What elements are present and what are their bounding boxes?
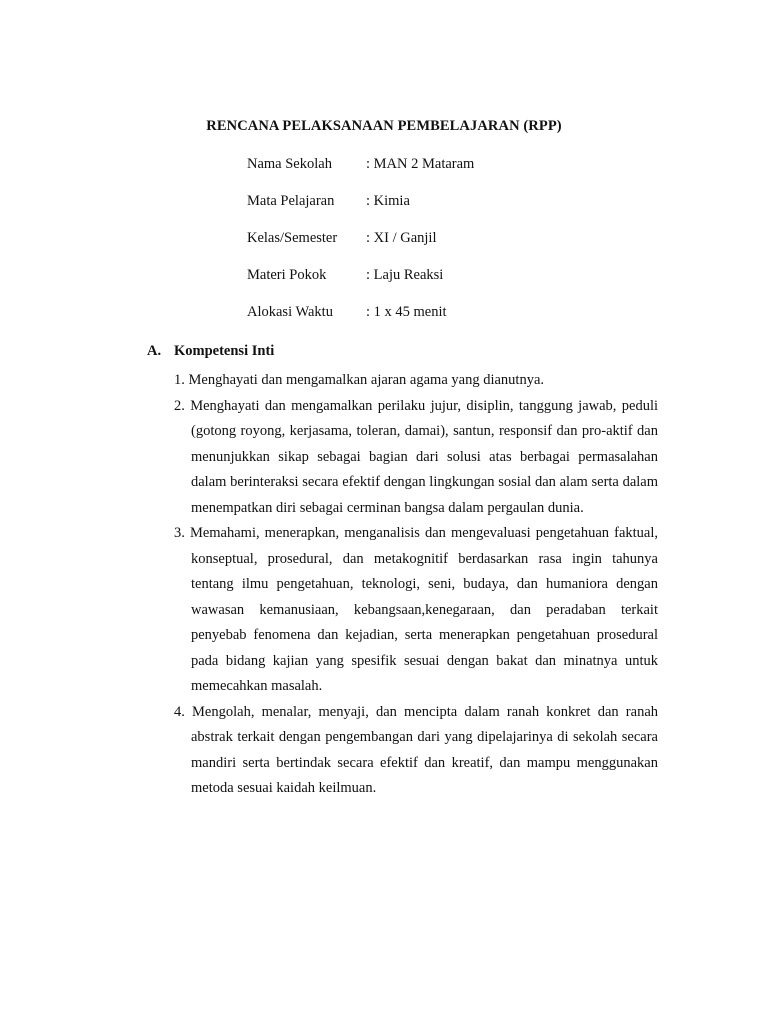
section-title: Kompetensi Inti: [174, 343, 275, 359]
identity-label: Mata Pelajaran: [247, 193, 335, 209]
identity-value: : 1 x 45 menit: [366, 304, 447, 320]
identity-label: Materi Pokok: [247, 267, 327, 283]
list-item: 4. Mengolah, menalar, menyaji, dan mencipta dalam ranah konkret dan ranah abstrak terkait dengan pengembangan dari yang dipelajarinya di sekolah secara mandiri serta bertindak secara efektif dan kreatif, dan mampu menggunakan metoda sesuai kaidah keilmuan.: [174, 703, 658, 796]
section-letter: A.: [147, 343, 162, 359]
identity-value: : MAN 2 Mataram: [366, 156, 475, 172]
identity-label: Kelas/Semester: [247, 230, 338, 246]
identity-label: Alokasi Waktu: [247, 304, 333, 320]
identity-label: Nama Sekolah: [247, 156, 332, 172]
identity-value: : Kimia: [366, 193, 410, 209]
document-title: RENCANA PELAKSANAAN PEMBELAJARAN (RPP): [206, 118, 562, 134]
identity-value: : Laju Reaksi: [366, 267, 444, 283]
section-heading-kompetensi-inti: [147, 343, 274, 360]
list-item: 3. Memahami, menerapkan, menganalisis dan mengevaluasi pengetahuan faktual, konseptual, prosedural, dan metakognitif berdasarkan rasa ingin tahunya tentang ilmu pengetahuan, teknologi, seni, budaya, dan humaniora dengan wawasan kemanusiaan, kebangsaan,kenegaraan, dan peradaban terkait penyebab fenomena dan kejadian, serta menerapkan pengetahuan prosedural pada bidang kajian yang spesifik sesuai dengan bakat dan minatnya untuk memecahkan masalah.: [174, 525, 658, 694]
identity-value: : XI / Ganjil: [366, 230, 437, 246]
list-item: 1. Menghayati dan mengamalkan ajaran agama yang dianutnya.: [174, 372, 545, 388]
kompetensi-inti-list: [174, 368, 658, 802]
list-item: 2. Menghayati dan mengamalkan perilaku jujur, disiplin, tanggung jawab, peduli (gotong royong, kerjasama, toleran, damai), santun, responsif dan pro-aktif dan menunjukkan sikap sebagai bagian dari solusi atas berbagai permasalahan dalam berinteraksi secara efektif dengan lingkungan sosial dan alam serta dalam menempatkan diri sebagai cerminan bangsa dalam pergaulan dunia.: [174, 397, 658, 516]
